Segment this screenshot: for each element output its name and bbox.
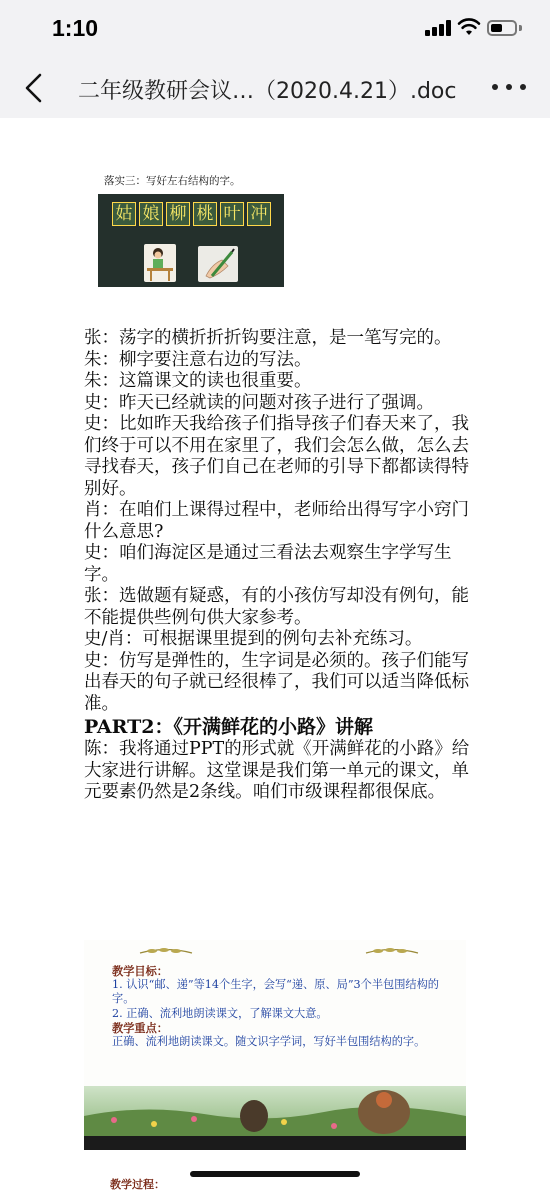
battery-icon: [487, 20, 517, 36]
meeting-notes: [84, 328, 474, 804]
cellular-signal-icon: [425, 20, 451, 36]
status-time: 1:10: [52, 15, 99, 41]
teaching-focus-text: 正确、流利地朗读课文。随文识字学词，写好半包围结构的字。: [112, 1035, 426, 1049]
more-dot: [520, 84, 526, 90]
character-cell: 姑: [112, 202, 136, 226]
paragraph: 肖：在咱们上课得过程中，老师给出得写字小窍门什么意思?: [84, 500, 469, 542]
more-horizontal-icon: [492, 84, 498, 90]
chevron-left-icon: [14, 70, 54, 106]
leaf-ornament-right: [364, 946, 420, 960]
character-board-image: [98, 194, 284, 287]
slide-text: [112, 964, 452, 1049]
home-indicator[interactable]: [190, 1171, 360, 1177]
paragraph: 史：比如昨天我给孩子们指导孩子们春天来了，我们终于可以不用在家里了，我们会怎么做，怎么去寻找春天，孩子们自己在老师的引导下都都读得特别好。: [84, 414, 469, 499]
hand-holding-pencil-illustration: [198, 246, 238, 282]
teaching-focus-label: 教学重点：: [112, 1020, 168, 1035]
paragraph: 张：选做题有疑惑，有的小孩仿写却没有例句，能不能提供些例句供大家参考。: [84, 586, 469, 628]
character-cell: 冲: [247, 202, 271, 226]
teaching-goal-label: 教学目标：: [112, 964, 168, 978]
back-button[interactable]: [14, 70, 54, 106]
next-slide-caption: 教学过程：: [110, 1178, 165, 1190]
paragraph: 朱：这篇课文的读也很重要。: [84, 371, 312, 391]
more-dot: [506, 84, 512, 90]
paragraph: 张：荡字的横折折折钩要注意，是一笔写完的。: [84, 328, 452, 348]
paragraph: 史/肖：可根据课里提到的例句去补充练习。: [84, 629, 423, 649]
child-writing-illustration: [144, 244, 176, 282]
battery-nub: [519, 25, 522, 31]
teaching-goal-1: 1. 认识“邮、递”等14个生字，会写“递、原、局”3个半包围结构的字。: [112, 978, 439, 1006]
character-cell: 叶: [220, 202, 244, 226]
image-caption: 落实三：写好左右结构的字。: [104, 175, 241, 187]
character-cell: 桃: [193, 202, 217, 226]
part2-heading: PART2：《开满鲜花的小路》讲解: [84, 716, 373, 738]
paragraph: 史：咱们海淀区是通过三看法去观察生字学写生字。: [84, 543, 452, 585]
character-cell: 柳: [166, 202, 190, 226]
paragraph: 陈：我将通过PPT的形式就《开满鲜花的小路》给大家进行讲解。这堂课是我们第一单元的课文，单元要素仍然是2条线。咱们市级课程都很保底。: [84, 739, 470, 802]
character-cell: 娘: [139, 202, 163, 226]
character-row: [112, 202, 271, 226]
leaf-ornament-left: [138, 946, 194, 960]
wifi-icon: [457, 17, 481, 37]
document-title: 二年级教研会议…（2020.4.21）.doc: [78, 79, 457, 104]
more-options-button[interactable]: [488, 84, 530, 94]
paragraph: 朱：柳字要注意右边的写法。: [84, 349, 312, 370]
slide-bottom-band: [84, 1136, 466, 1150]
flower-path-illustration: [84, 1086, 466, 1136]
ppt-slide-image: [84, 940, 466, 1150]
paragraph: 史：昨天已经就读的问题对孩子进行了强调。: [84, 392, 434, 413]
paragraph: 史：仿写是弹性的，生字词是必须的。孩子们能写出春天的句子就已经很棒了，我们可以适当降低标准。: [84, 650, 469, 714]
navigation-bar: [0, 58, 550, 118]
teaching-goal-2: 2. 正确、流利地朗读课文，了解课文大意。: [112, 1006, 328, 1020]
status-bar: [0, 0, 550, 58]
